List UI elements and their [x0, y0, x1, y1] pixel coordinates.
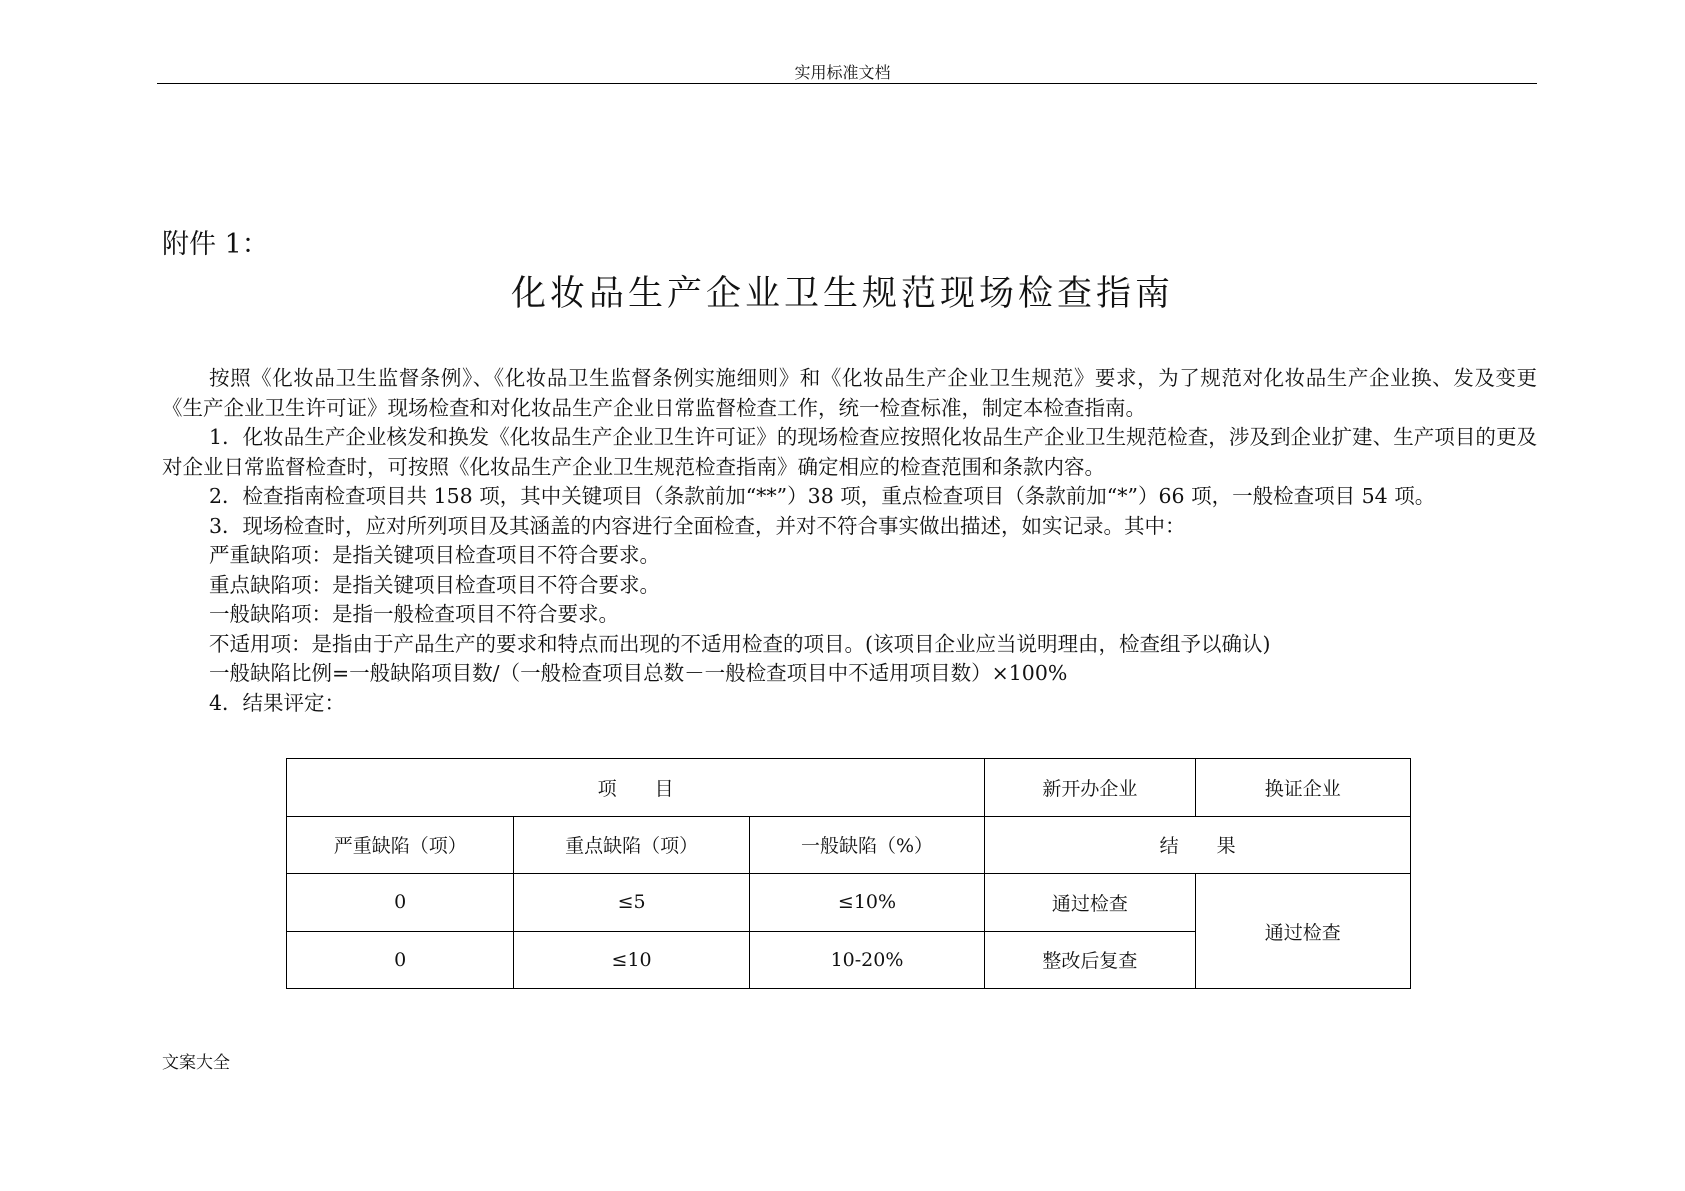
- header-renewal-enterprise-cell: 换证企业: [1195, 759, 1410, 817]
- clause-4: 4．结果评定：: [209, 690, 346, 715]
- header-new-enterprise-cell: 新开办企业: [985, 759, 1195, 817]
- header-key-defects-cell: 重点缺陷（项）: [514, 816, 749, 874]
- document-title: 化妆品生产企业卫生规范现场检查指南: [510, 274, 1174, 314]
- table-cell: 0: [287, 931, 514, 989]
- clause-3: 3．现场检查时，应对所列项目及其涵盖的内容进行全面检查，并对不符合事实做出描述，如实记录。其中：: [209, 513, 1186, 538]
- table-cell: 10-20%: [749, 931, 984, 989]
- header-general-defects-cell: 一般缺陷（%）: [749, 816, 984, 874]
- table-row: [287, 874, 1411, 932]
- table-cell: 通过检查: [985, 874, 1195, 932]
- table-cell: ≤10%: [749, 874, 984, 932]
- definition-serious: 严重缺陷项：是指关键项目检查项目不符合要求。: [209, 543, 660, 567]
- header-serious-defects-cell: 严重缺陷（项）: [287, 816, 514, 874]
- header-divider: [157, 83, 1537, 84]
- definition-key: 重点缺陷项：是指关键项目检查项目不符合要求。: [209, 572, 660, 597]
- clause-1: 1．化妆品生产企业核发和换发《化妆品生产企业卫生许可证》的现场检查应按照化妆品生产企业卫生规范检查，涉及到企业扩建、生产项目的更及对企业日常监督检查时，可按照《化妆品生产企业卫生规范检查指南》确定相应的检查范围和条款内容。: [162, 425, 1537, 479]
- document-body: [162, 364, 1537, 718]
- result-evaluation-table: [286, 758, 1411, 989]
- header-item-cell: 项 目: [287, 759, 985, 817]
- attachment-label: 附件 1：: [162, 229, 269, 260]
- table-row: [287, 816, 1411, 874]
- table-cell: 0: [287, 874, 514, 932]
- clause-2: 2．检查指南检查项目共 158 项，其中关键项目（条款前加“**”）38 项，重点检查项目（条款前加“*”）66 项，一般检查项目 54 项。: [209, 484, 1436, 508]
- table-cell: ≤10: [514, 931, 749, 989]
- definition-not-applicable: 不适用项：是指由于产品生产的要求和特点而出现的不适用检查的项目。(该项目企业应当说明理由，检查组予以确认): [209, 631, 1271, 656]
- header-result-cell: 结 果: [985, 816, 1411, 874]
- renewal-result-cell: 通过检查: [1195, 874, 1410, 989]
- definition-general: 一般缺陷项：是指一般检查项目不符合要求。: [209, 602, 619, 626]
- table-cell: 整改后复查: [985, 931, 1195, 989]
- ratio-formula: 一般缺陷比例=一般缺陷项目数/（一般检查项目总数－一般检查项目中不适用项目数）×100%: [209, 661, 1068, 685]
- table-row: [287, 759, 1411, 817]
- intro-paragraph: 按照《化妆品卫生监督条例》、《化妆品卫生监督条例实施细则》和《化妆品生产企业卫生规范》要求，为了规范对化妆品生产企业换、发及变更《生产企业卫生许可证》现场检查和对化妆品生产企业日常监督检查工作，统一检查标准，制定本检查指南。: [162, 366, 1537, 420]
- table-cell: ≤5: [514, 874, 749, 932]
- page-footer: 文案大全: [162, 1053, 230, 1073]
- page-header: 实用标准文档: [794, 63, 891, 82]
